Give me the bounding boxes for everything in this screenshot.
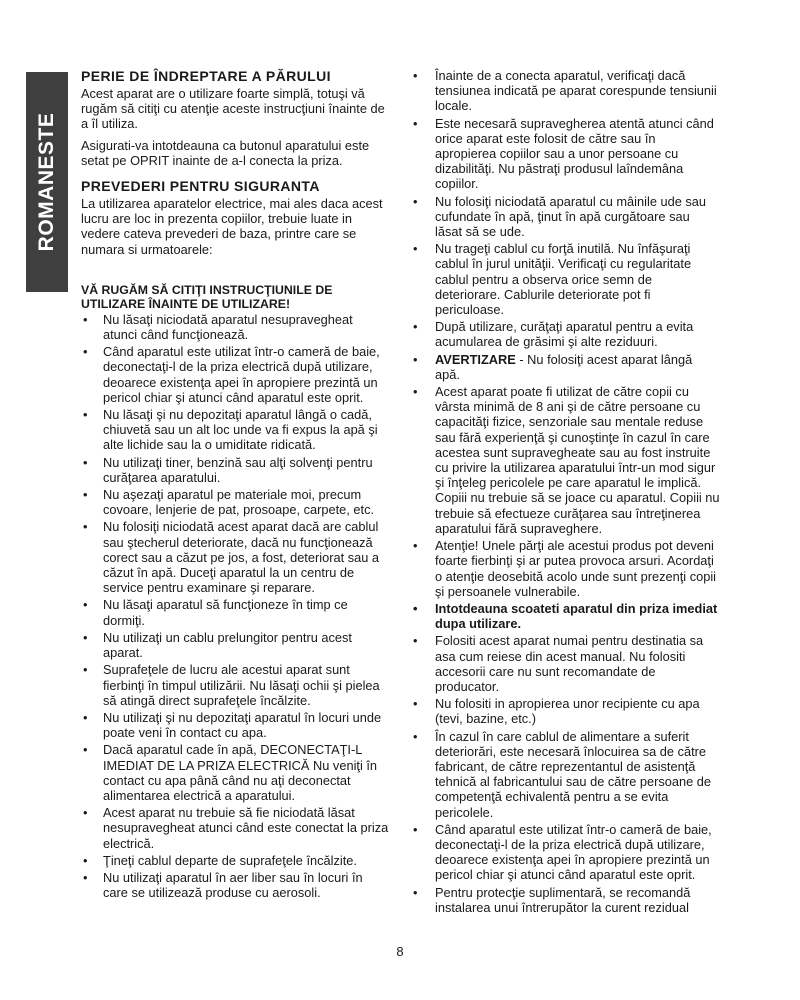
right-column: [410, 68, 720, 917]
list-item: • Dacă aparatul cade în apă, DECONECTAŢI-L IMEDIAT DE LA PRIZA ELECTRICĂ Nu veniţi în contact cu apa până când nu aţi deconectat alimentarea electrică a aparatului.: [81, 742, 389, 803]
product-title: PERIE DE ÎNDREPTARE A PĂRULUI: [81, 68, 331, 84]
list-item: • Nu lăsaţi niciodată aparatul nesupravegheat atunci când funcţionează.: [81, 312, 389, 342]
list-item: • Nu folosiţi niciodată acest aparat dacă are cablul sau ştecherul deteriorate, dacă nu funcţionează corect sau a căzut pe jos, a fost, deteriorat sau a căzut în apă. Duceţi aparatul la un centru de service pentru examinare şi reparare.: [81, 519, 389, 595]
left-safety-list: [81, 312, 389, 901]
language-side-tab: [26, 72, 68, 292]
list-item: • Nu utilizaţi tiner, benzină sau alţi solvenţi pentru curăţarea aparatului.: [81, 455, 389, 485]
language-label: ROMANESTE: [35, 112, 58, 252]
warning-list-item: [410, 352, 720, 382]
list-item: • Nu utilizaţi şi nu depozitaţi aparatul în locuri unde poate veni în contact cu apa.: [81, 710, 389, 740]
list-item: • Înainte de a conecta aparatul, verificaţi dacă tensiunea indicată pe aparat corespunde tensiunii locale.: [410, 68, 720, 114]
intro-paragraph-1: Acest aparat are o utilizare foarte simplă, totuşi vă rugăm să citiţi cu atenţie aceste instrucţiuni înainte de a îl utiliza.: [81, 86, 385, 132]
list-item: • Nu utilizaţi aparatul în aer liber sau în locuri în care se utilizează produse cu aerosoli.: [81, 870, 389, 900]
list-item: • Ţineţi cablul departe de suprafeţele încălzite.: [81, 853, 389, 868]
list-item: • Nu lăsaţi aparatul să funcţioneze în timp ce dormiţi.: [81, 597, 389, 627]
warning-label: AVERTIZARE: [435, 351, 516, 367]
list-item: • Nu lăsaţi şi nu depozitaţi aparatul lângă o cadă, chiuvetă sau un alt loc unde va fi expus la apă şi alte lichide sau la o umiditate ridicată.: [81, 407, 389, 453]
list-item: • Nu folositi in apropierea unor recipiente cu apa (tevi, bazine, etc.): [410, 696, 720, 726]
right-safety-list: [410, 68, 720, 915]
list-item: • Nu aşezaţi aparatul pe materiale moi, precum covoare, lenjerie de pat, prosoape, carpete, etc.: [81, 487, 389, 517]
list-item: • Acest aparat poate fi utilizat de către copii cu vârsta minimă de 8 ani şi de către persoane cu capacităţi fizice, senzoriale sau mentale reduse sau fără experienţă şi cunoştinţe în cazul în care acestea sunt supravegheate sau au fost instruite cu privire la utilizarea aparatului într-un mod sigur şi înţeleg pericolele pe care aparatul le implică. Copiii nu trebuie să se joace cu aparatul. Copiii nu trebuie să efectueze curăţarea sau întreţinerea aparatului fără supraveghere.: [410, 384, 720, 536]
list-item: • Când aparatul este utilizat într-o cameră de baie, deconectaţi-l de la priza electrică după utilizare, deoarece existenţa apei în apropiere prezintă un pericol chiar şi atunci când aparatul este oprit.: [410, 822, 720, 883]
list-item: • Nu utilizaţi un cablu prelungitor pentru acest aparat.: [81, 630, 389, 660]
list-item: • După utilizare, curăţaţi aparatul pentru a evita acumularea de grăsimi şi alte reziduuri.: [410, 319, 720, 349]
bold-list-item: • Intotdeauna scoateti aparatul din priza imediat dupa utilizare.: [410, 601, 720, 631]
list-item: • Nu trageţi cablul cu forţă inutilă. Nu înfăşuraţi cablul în jurul unităţii. Verificaţi cu regularitate cablul pentru a observa orice semn de deteriorare. Cablurile deteriorate pot fi periculoase.: [410, 241, 720, 317]
safety-title: PREVEDERI PENTRU SIGURANTA: [81, 178, 320, 195]
warning-text: - Nu folosiţi acest aparat lângă apă.: [435, 351, 693, 382]
list-item: • Nu folosiţi niciodată aparatul cu mâinile ude sau cufundate în apă, ţinut în apă curgătoare sau lăsat să se ude.: [410, 194, 720, 240]
safety-intro: La utilizarea aparatelor electrice, mai ales daca acest lucru are loc in prezenta copiilor, trebuie luate in vedere cateva prevederi de baza, printre care se numara si urmatoarele:: [81, 196, 383, 257]
list-item: • Când aparatul este utilizat într-o cameră de baie, deconectaţi-l de la priza electrică după utilizare, deoarece existenţa apei în apropiere prezintă un pericol chiar şi atunci când aparatul este oprit.: [81, 344, 389, 405]
list-item: • Atenţie! Unele părţi ale acestui produs pot deveni foarte fierbinţi şi ar putea provoca arsuri. Acordaţi o atenţie deosebită acolo unde sunt prezenţi copii şi persoanele vulnerabile.: [410, 538, 720, 599]
intro-paragraph-2: Asigurati-va intotdeauna ca butonul aparatului este setat pe OPRIT inainte de a-l conecta la priza.: [81, 137, 370, 168]
list-item: • Este necesară supravegherea atentă atunci când orice aparat este folosit de către sau în apropierea copiilor sau a unor persoane cu dizabilităţi. Nu păstraţi produsul laîndemâna copiilor.: [410, 116, 720, 192]
list-item: • Suprafeţele de lucru ale acestui aparat sunt fierbinţi în timpul utilizării. Nu lăsaţi ochii şi pielea să atingă direct suprafeţele încălzite.: [81, 662, 389, 708]
left-column: [81, 68, 389, 902]
list-item: • În cazul în care cablul de alimentare a suferit deteriorări, este necesară înlocuirea sa de către fabricant, de către reprezentantul de asistenţă tehnică al fabricantului sau de către persoane de competenţă echivalentă pentru a se evita pericolele.: [410, 729, 720, 820]
list-item: • Folositi acest aparat numai pentru destinatia sa asa cum reiese din acest manual. Nu folositi accesorii care nu sunt recomandate de producator.: [410, 633, 720, 694]
list-item: • Pentru protecţie suplimentară, se recomandă instalarea unui întrerupător la curent rezidual: [410, 885, 720, 915]
page-number: 8: [396, 944, 404, 959]
list-item: • Acest aparat nu trebuie să fie niciodată lăsat nesupravegheat atunci când este conectat la priza electrică.: [81, 805, 389, 851]
read-instructions-heading: VĂ RUGĂM SĂ CITIŢI INSTRUCŢIUNILE DE UTILIZARE ÎNAINTE DE UTILIZARE!: [81, 282, 333, 312]
